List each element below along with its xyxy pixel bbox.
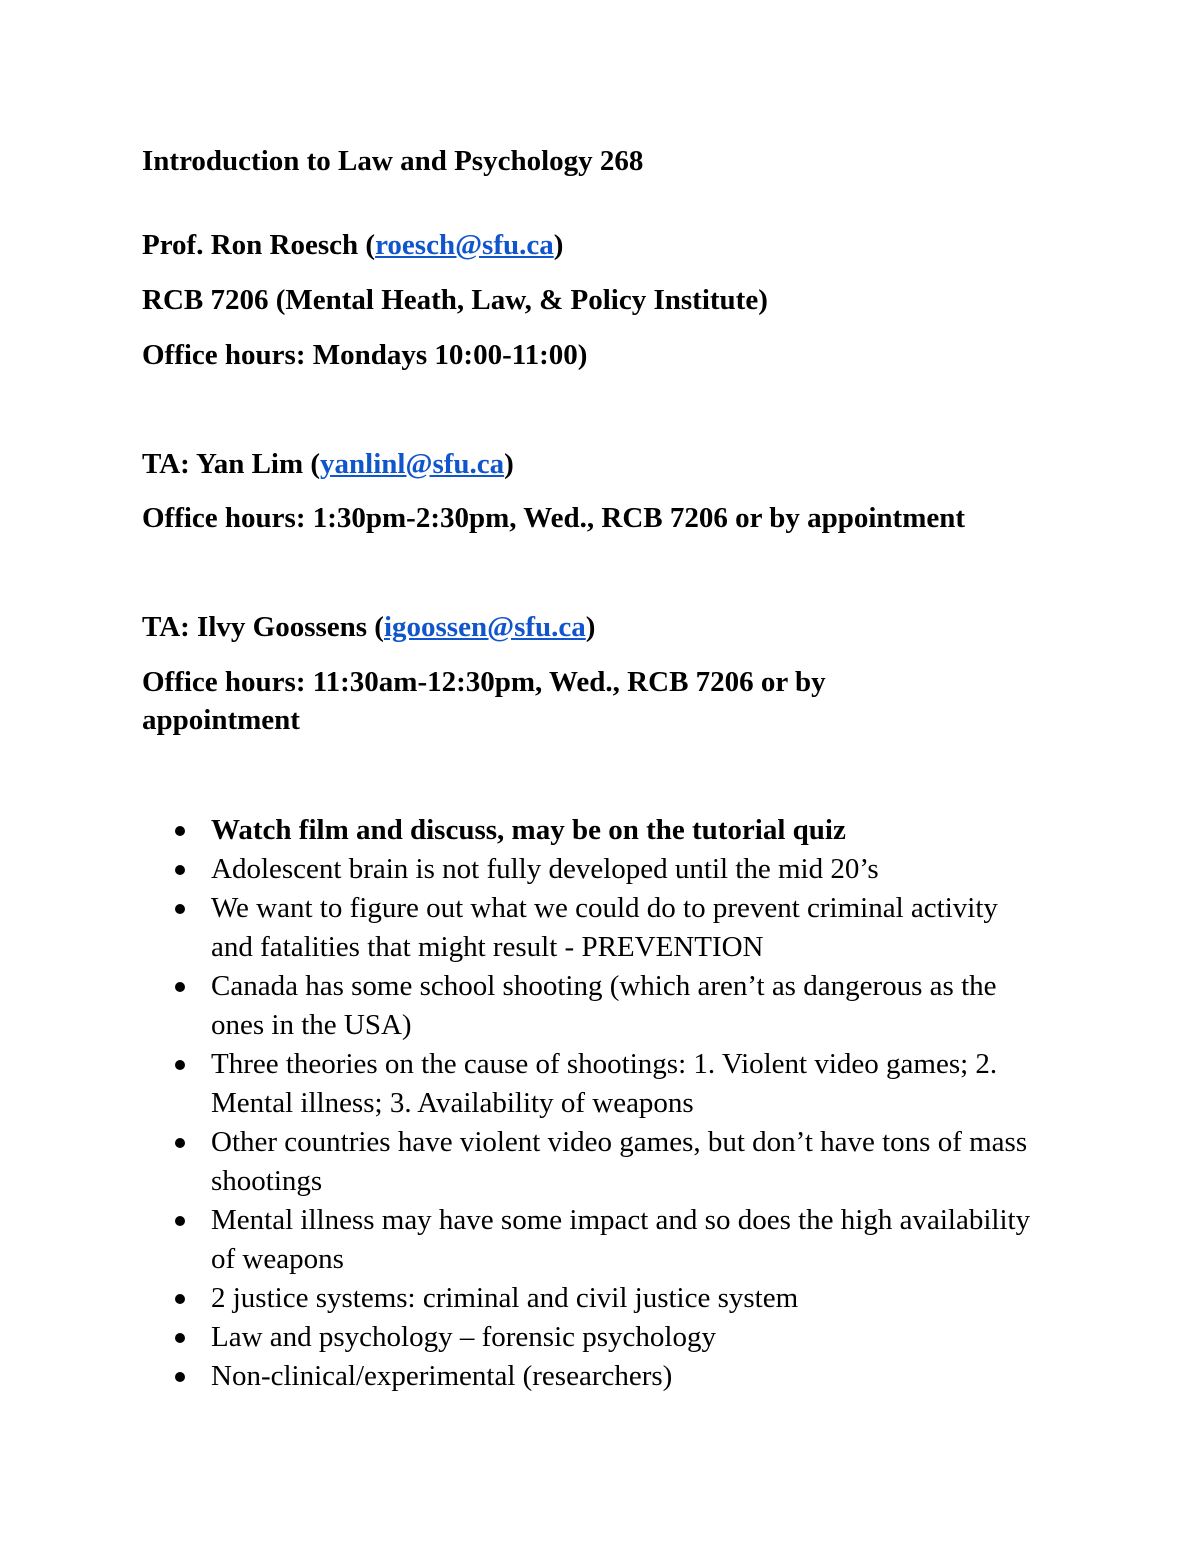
professor-office: RCB 7206 (Mental Heath, Law, & Policy Institute) [142,284,768,316]
professor-office-hours: Office hours: Mondays 10:00-11:00) [142,339,588,371]
list-item-text: Law and psychology – forensic psychology [211,1321,716,1353]
bullet-icon [175,826,185,836]
list-item-text: Non-clinical/experimental (researchers) [211,1360,673,1392]
ta1-name: TA: Yan Lim ( [142,448,321,480]
list-item [142,1357,1042,1396]
bullet-icon [175,1294,185,1304]
list-item [142,889,1042,967]
list-item [142,850,1042,889]
list-item [142,1279,1042,1318]
list-item [142,811,1042,850]
ta1-line [142,445,1062,483]
lecture-notes-list [142,811,1042,1396]
list-item-text: Other countries have violent video games, but don’t have tons of mass shootings [211,1126,1028,1197]
list-item-text: We want to figure out what we could do to prevent criminal activity and fatalities that might result - PREVENTION [211,892,998,963]
list-item-text: Adolescent brain is not fully developed until the mid 20’s [211,853,879,885]
ta2-name-close: ) [585,611,596,643]
professor-line [142,226,1062,264]
course-title: Introduction to Law and Psychology 268 [142,145,644,177]
list-item [142,967,1042,1045]
list-item-text: Three theories on the cause of shootings: 1. Violent video games; 2. Mental illness; 3. Availability of weapons [211,1048,998,1119]
bullet-icon [175,904,185,914]
list-item [142,1045,1042,1123]
list-item [142,1201,1042,1279]
ta1-name-close: ) [504,448,514,480]
bullet-icon [175,1372,185,1382]
bullet-icon [175,1333,185,1343]
professor-name: Prof. Ron Roesch ( [142,229,376,261]
ta2-email-link[interactable]: igoossen@sfu.ca [383,611,586,643]
bullet-icon [175,1216,185,1226]
ta1-office-hours: Office hours: 1:30pm-2:30pm, Wed., RCB 7206 or by appointment [142,502,966,534]
list-item-text: 2 justice systems: criminal and civil justice system [211,1282,799,1314]
professor-email-link[interactable]: roesch@sfu.ca [375,229,554,261]
list-item [142,1123,1042,1201]
ta2-name: TA: Ilvy Goossens ( [142,611,384,643]
bullet-icon [175,865,185,875]
ta2-line [142,608,1062,646]
professor-name-close: ) [553,229,564,261]
bullet-icon [175,982,185,992]
list-item-text: Mental illness may have some impact and so does the high availability of weapons [211,1204,1031,1275]
bullet-icon [175,1060,185,1070]
list-item-text: Canada has some school shooting (which aren’t as dangerous as the ones in the USA) [211,970,997,1041]
list-item-text: Watch film and discuss, may be on the tutorial quiz [211,814,846,846]
ta1-email-link[interactable]: yanlinl@sfu.ca [320,448,505,480]
list-item [142,1318,1042,1357]
bullet-icon [175,1138,185,1148]
ta2-office-hours: Office hours: 11:30am-12:30pm, Wed., RCB 7206 or by appointment [142,666,826,736]
